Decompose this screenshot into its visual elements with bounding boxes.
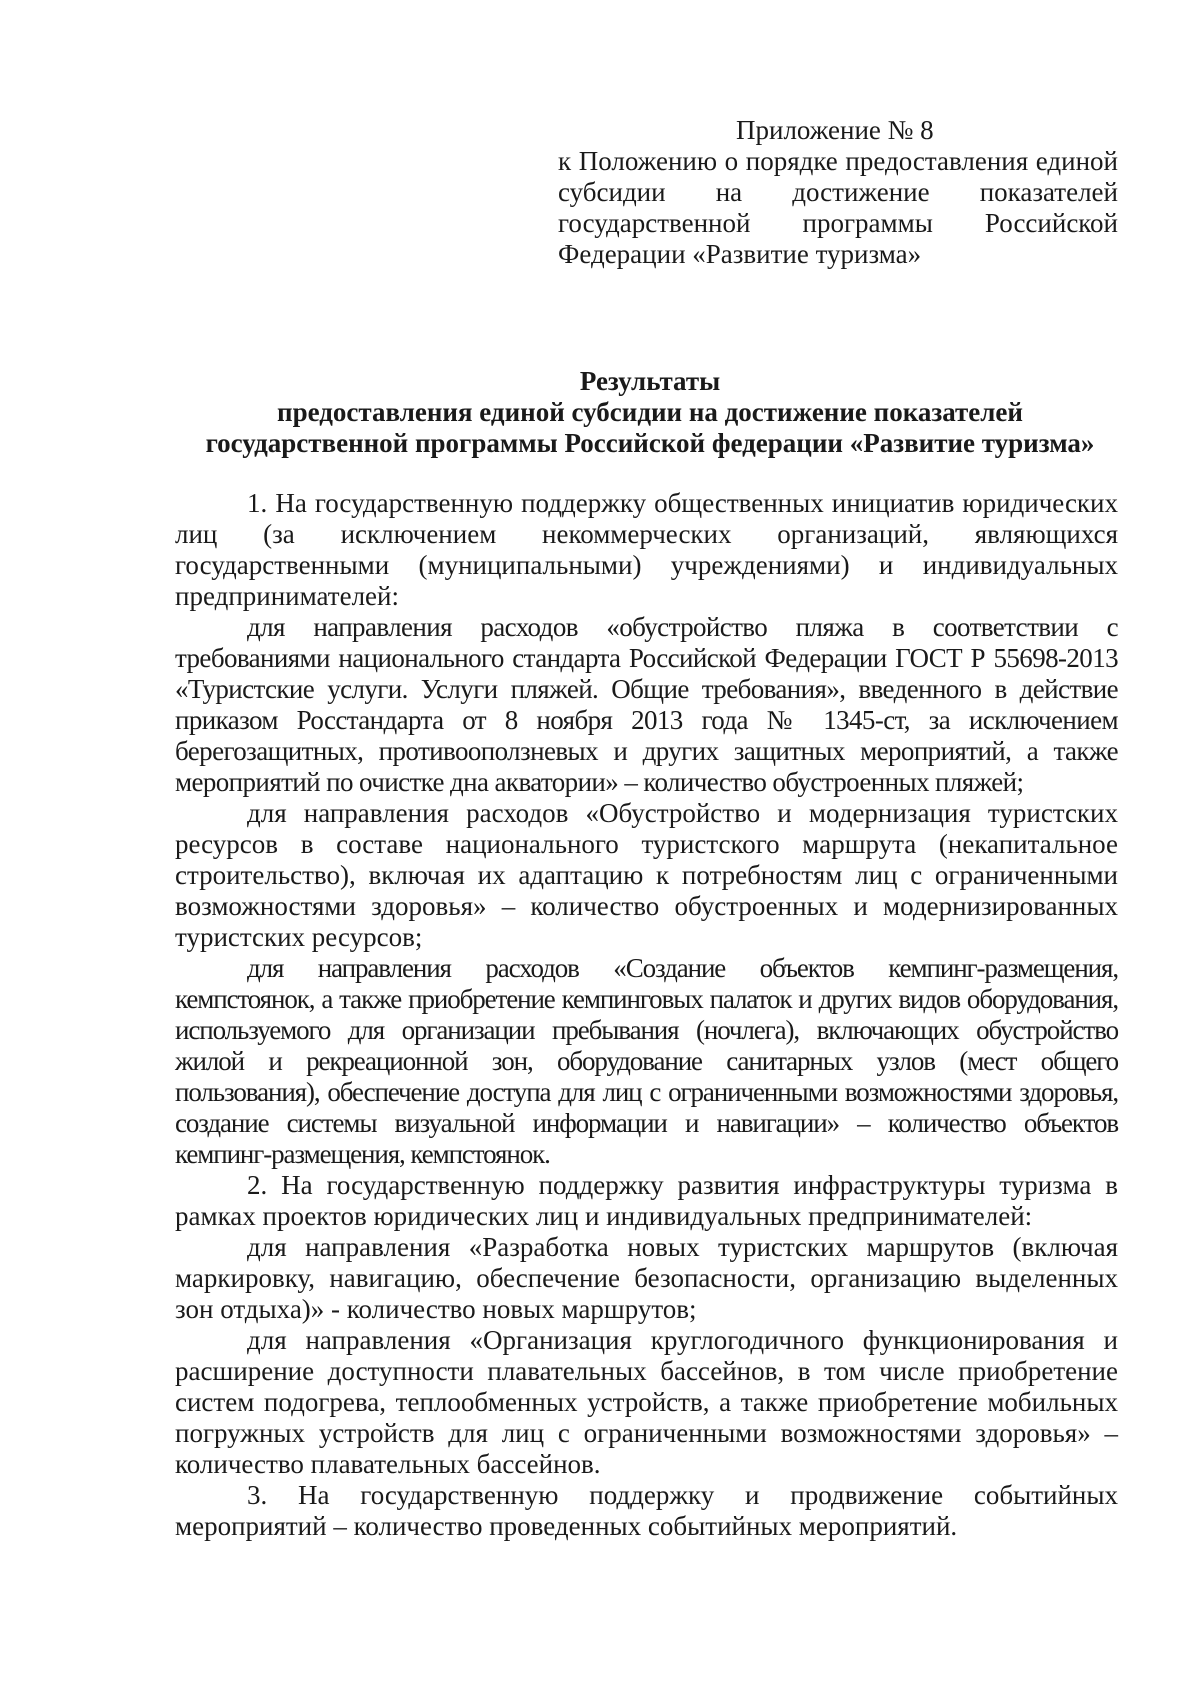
section-2-item-1: для направления «Разработка новых туристских маршрутов (включая маркировку, навигацию, обеспечение безопасности, организацию выделенных зон отдыха)» - количество новых маршрутов;: [175, 1232, 1118, 1324]
appendix-block: [558, 115, 1118, 270]
section-1-intro: 1. На государственную поддержку общественных инициатив юридических лиц (за исключением некоммерческих организаций, являющихся государственными (муниципальными) учреждениями) и индивидуальных предпринимателей:: [175, 488, 1118, 611]
appendix-title: Приложение № 8: [736, 115, 934, 145]
document-heading: [150, 366, 1150, 459]
section-1-item-2: для направления расходов «Обустройство и модернизация туристских ресурсов в составе национального туристского маршрута (некапитальное строительство), включая их адаптацию к потребностям лиц с ограниченными возможностями здоровья» – количество обустроенных и модернизированных туристских ресурсов;: [175, 798, 1118, 952]
section-2-intro: 2. На государственную поддержку развития инфраструктуры туризма в рамках проектов юридических лиц и индивидуальных предпринимателей:: [175, 1170, 1118, 1231]
section-1-item-1: для направления расходов «обустройство пляжа в соответствии с требованиями национального стандарта Российской Федерации ГОСТ Р 55698-2013 «Туристские услуги. Услуги пляжей. Общие требования», введенного в действие приказом Росстандарта от 8 ноября 2013 года № 1345-ст, за исключением берегозащитных, противооползневых и других защитных мероприятий, а также мероприятий по очистке дна акватории» – количество обустроенных пляжей;: [175, 612, 1118, 797]
section-2-item-2: для направления «Организация круглогодичного функционирования и расширение доступности плавательных бассейнов, в том числе приобретение систем подогрева, теплообменных устройств, а также приобретение мобильных погружных устройств для лиц с ограниченными возможностями здоровья» – количество плавательных бассейнов.: [175, 1325, 1118, 1479]
section-1-item-3: для направления расходов «Создание объектов кемпинг-размещения, кемпстоянок, а также приобретение кемпинговых палаток и других видов оборудования, используемого для организации пребывания (ночлега), включающих обустройство жилой и рекреационной зон, оборудование санитарных узлов (мест общего пользования), обеспечение доступа для лиц с ограниченными возможностями здоровья, создание системы визуальной информации и навигации» – количество объектов кемпинг-размещения, кемпстоянок.: [175, 953, 1118, 1169]
heading-line-2: предоставления единой субсидии на достижение показателей: [277, 397, 1023, 427]
heading-line-3: государственной программы Российской федерации «Развитие туризма»: [205, 428, 1095, 458]
section-3-intro: 3. На государственную поддержку и продвижение событийных мероприятий – количество проведенных событийных мероприятий.: [175, 1480, 1118, 1541]
heading-line-1: Результаты: [579, 366, 721, 396]
appendix-reference: к Положению о порядке предоставления единой субсидии на достижение показателей государственной программы Российской Федерации «Развитие туризма»: [558, 146, 1118, 269]
document-body: [175, 488, 1118, 1542]
